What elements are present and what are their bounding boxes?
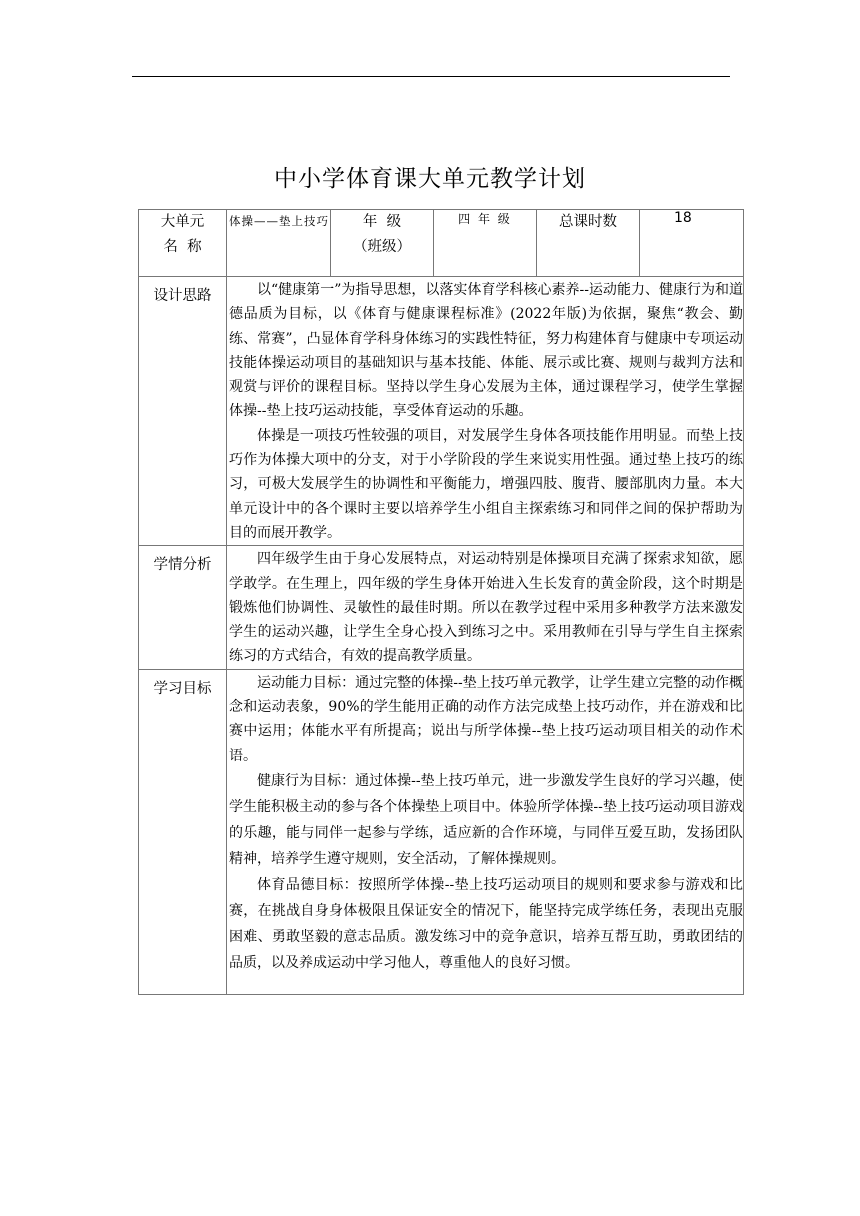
unit-name-label-line1: 大单元	[160, 214, 205, 230]
design-content	[227, 277, 744, 546]
total-hours-label: 总课时数	[537, 210, 640, 277]
page-title: 中小学体育课大单元教学计划	[274, 166, 586, 192]
total-hours-value: 18	[640, 210, 744, 277]
design-label: 设计思路	[139, 277, 227, 546]
unit-name-label-line2: 名 称	[163, 239, 202, 255]
header-row	[139, 210, 744, 277]
analysis-content	[227, 546, 744, 669]
goals-row	[139, 669, 744, 994]
design-paragraph-1: 以“健康第一”为指导思想，以落实体育学科核心素养--运动能力、健康行为和道德品质为目标，以《体育与健康课程标准》(2022年版)为依据，聚焦“教会、勤练、常赛”，凸显体育学科身体练习的实践性特征，努力构建体育与健康中专项运动技能体操运动项目的基础知识与基本技能、体能、展示或比赛、规则与裁判方法和观赏与评价的课程目标。坚持以学生身心发展为主体，通过课程学习，使学生掌握体操--垫上技巧运动技能，享受体育运动的乐趣。	[229, 282, 743, 420]
goals-paragraph-2: 健康行为目标：通过体操--垫上技巧单元，进一步激发学生良好的学习兴趣，使学生能积极主动的参与各个体操垫上项目中。体验所学体操--垫上技巧运动项目游戏的乐趣，能与同伴一起参与学练，适应新的合作环境，与同伴互爱互助，发扬团队精神，培养学生遵守规则，安全活动，了解体操规则。	[229, 772, 743, 867]
grade-label	[331, 210, 434, 277]
header-rule	[132, 76, 730, 77]
goals-label: 学习目标	[139, 669, 227, 994]
grade-label-line2: （班级）	[353, 239, 411, 255]
unit-name-value: 体操——垫上技巧	[227, 210, 331, 277]
design-row	[139, 277, 744, 546]
grade-label-line1: 年 级	[362, 214, 402, 230]
goals-paragraph-1: 运动能力目标：通过完整的体操--垫上技巧单元教学，让学生建立完整的动作概念和运动表象，90%的学生能用正确的动作方法完成垫上技巧动作，并在游戏和比赛中运用；体能水平有所提高；说出与所学体操--垫上技巧运动项目相关的动作术语。	[229, 674, 743, 764]
unit-name-label	[139, 210, 227, 277]
goals-paragraph-3: 体育品德目标：按照所学体操--垫上技巧运动项目的规则和要求参与游戏和比赛，在挑战自身身体极限且保证安全的情况下，能坚持完成学练任务，表现出克服困难、勇敢坚毅的意志品质。激发练习中的竞争意识，培养互帮互助，勇敢团结的品质，以及养成运动中学习他人，尊重他人的良好习惯。	[229, 876, 743, 971]
grade-value: 四 年 级	[434, 210, 537, 277]
analysis-paragraph-1: 四年级学生由于身心发展特点，对运动特别是体操项目充满了探索求知欲，愿学敢学。在生理上，四年级的学生身体开始进入生长发育的黄金阶段，这个时期是锻炼他们协调性、灵敏性的最佳时期。所以在教学过程中采用多种教学方法来激发学生的运动兴趣，让学生全身心投入到练习之中。采用教师在引导与学生自主探索练习的方式结合，有效的提高教学质量。	[229, 551, 743, 665]
plan-table	[138, 209, 744, 995]
analysis-row	[139, 546, 744, 669]
goals-content	[227, 669, 744, 994]
analysis-label: 学情分析	[139, 546, 227, 669]
design-paragraph-2: 体操是一项技巧性较强的项目，对发展学生身体各项技能作用明显。而垫上技巧作为体操大项中的分支，对于小学阶段的学生来说实用性强。通过垫上技巧的练习，可极大发展学生的协调性和平衡能力，增强四肢、腹背、腰部肌肉力量。本大单元设计中的各个课时主要以培养学生小组自主探索练习和同伴之间的保护帮助为目的而展开教学。	[229, 427, 743, 541]
